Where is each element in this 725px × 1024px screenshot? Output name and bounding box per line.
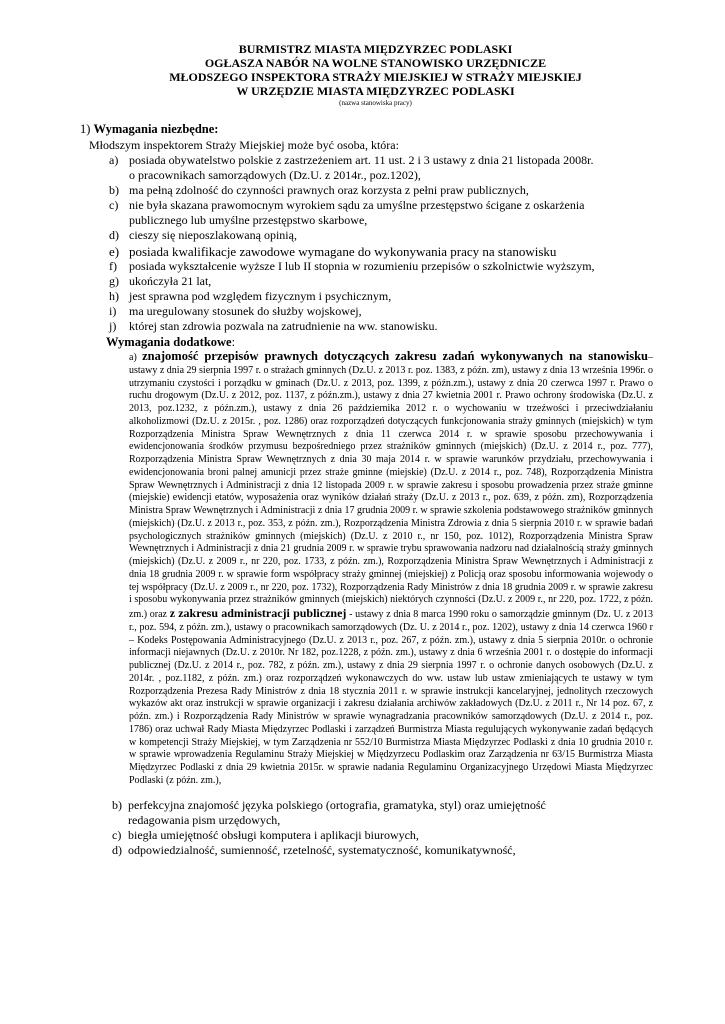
list-item-text: nie była skazana prawomocnym wyrokiem sądu za umyślne przestępstwo ścigane z oskarżenia	[129, 198, 585, 213]
list-item-text: biegła umiejętność obsługi komputera i aplikacji biurowych,	[128, 827, 419, 842]
list-item-text: publicznego lub umyślne przestępstwo skarbowe,	[129, 213, 368, 228]
section-1-title: Wymagania niezbędne:	[93, 122, 219, 136]
list-item-text: redagowania pism urzędowych,	[128, 812, 281, 827]
list-item: d) odpowiedzialność, sumienność, rzetelność, systematyczność, komunikatywność,	[112, 843, 665, 858]
header-line-2: OGŁASZA NABÓR NA WOLNE STANOWISKO URZĘDNICZE	[204, 56, 547, 70]
list-item: b) ma pełną zdolność do czynności prawnych oraz korzysta z pełni praw publicznych,	[109, 183, 665, 198]
header-line-3: MŁODSZEGO INSPEKTORA STRAŻY MIEJSKIEJ W STRAŻY MIEJSKIEJ	[169, 70, 582, 84]
section-1-heading	[80, 122, 665, 137]
item-a-body-1: – ustawy z dnia 29 sierpnia 1997 r. o strażach gminnych (Dz.U. z 2013 r. poz. 1383, z późn. zm), ustawy z dnia 13 września 1996r. o utrzymaniu czystości i porządku w gminach (Dz.U. z 2013, poz. 1399, z późn.zm.), ustawy z dnia 20 czerwca 1997 r. Prawo o ruchu drogowym (Dz.U. z 2012, poz. 1137, z późn.zm.), ustawy z dnia 27 kwietnia 2001 r. Prawo ochrony środowiska (Dz.U. z 2013, poz.1232, z późn.zm.), ustawy z dnia 26 października 2012 r. o wychowaniu w trzeźwości i przeciwdziałaniu alkoholizmowi (Dz.U. z 2015r. , poz. 1286) oraz rozporządzeń dotyczących funkcjonowania straży gminnych (miejskich) w tym Rozporządzenia Ministra Spraw Wewnętrznych z dnia 11 czerwca 2014 r. w sprawie sposobu przechowywania i ewidencjonowania środków przymusu bezpośredniego przez strażników gminnych (miejskich) (Dz.U. z 2014 r., poz. 777), Rozporządzenia Ministra Spraw Wewnętrznych z dnia 30 maja 2014 r. w sprawie warunków przydziału, przechowywania i ewidencjonowania broni palnej amunicji przez straże gminne (miejskie) (Dz.U. z 2014 r., poz. 748), Rozporządzenia Ministra Spraw Wewnętrznych i Administracji z dnia 12 listopada 2009 r. w sprawie zakresu i sposobu prowadzenia przez straże gminne (miejskie) ewidencji etatów, wyposażenia oraz wyników działań straży (Dz.U. z 2013 r., poz. 639, z późn. zm), Rozporządzenia Ministra Spraw Wewnętrznych i Administracji z dnia 17 grudnia 2009 r. w sprawie szkolenia podstawowego strażników gminnych (miejskich) (Dz.U. z 2013 r., poz. 353, z późn. zm.), Rozporządzenia Ministra Zdrowia z dnia 5 sierpnia 2010 r. w sprawie badań psychologicznych strażników gminnych (miejskich) (Dz.U. z 2010 r., nr 150, poz. 1012), Rozporządzenia Ministra Spraw Wewnętrznych i Administracji z dnia 21 grudnia 2009 r. w sprawie trybu sprawowania nadzoru nad działalnością straży gminnych (miejskich) (Dz.U. z 2009 r., nr 220, poz. 1733, z późn. zm.), Rozporządzenia Ministra Spraw Wewnętrznych i Administracji z dnia 18 grudnia 2009 r. w sprawie form współpracy straży gminnej (miejskiej) z Policją oraz sposobu informowania wojewody o tej współpracy (Dz.U. z 2009 r., nr 220, poz. 1732), Rozporządzenia Rady Ministrów z dnia 18 grudnia 2009 r. w sprawie zakresu i sposobu wykonywania przez strażników gminnych (miejskich) niektórych czynności (Dz.U. z 2009 r., nr 220, poz. 1722, z późn. zm.) oraz	[129, 352, 653, 621]
list-item: a) posiada obywatelstwo polskie z zastrzeżeniem art. 11 ust. 2 i 3 ustawy z dnia 21 listopada 2008r. o pracownikach samorządowych (Dz.U. z 2014r., poz.1202),	[109, 153, 665, 183]
list-item: c) biegła umiejętność obsługi komputera i aplikacji biurowych,	[112, 828, 665, 843]
list-item-text: ma pełną zdolność do czynności prawnych oraz korzysta z pełni praw publicznych,	[129, 183, 529, 198]
item-a-admin-heading: z zakresu administracji publicznej	[169, 606, 347, 621]
list-item: g) ukończyła 21 lat,	[109, 274, 665, 289]
list-item: e) posiada kwalifikacje zawodowe wymagane do wykonywania pracy na stanowisku	[109, 244, 665, 259]
section-1-intro: Młodszym inspektorem Straży Miejskiej może być osoba, która:	[89, 138, 399, 152]
list-item: h) jest sprawna pod względem fizycznym i psychicznym,	[109, 289, 665, 304]
list-item-text: której stan zdrowia pozwala na zatrudnienie na ww. stanowisku.	[129, 319, 438, 334]
list-item: d) cieszy się nieposzlakowaną opinią,	[109, 228, 665, 243]
section-2-title: Wymagania dodatkowe	[106, 335, 232, 350]
item-a-lead: znajomość przepisów prawnych dotyczących zakresu zadań wykonywanych na stanowisku	[142, 349, 648, 364]
header-line-1: BURMISTRZ MIASTA MIĘDZYRZEC PODLASKI	[238, 42, 513, 56]
section-2-heading	[106, 335, 665, 350]
list-item-text: ukończyła 21 lat,	[129, 273, 212, 288]
list-item-text: ma uregulowany stosunek do służby wojskowej,	[129, 303, 362, 318]
required-list	[109, 153, 665, 334]
list-item: f) posiada wykształcenie wyższe I lub II stopnia w rozumieniu przepisów o szkolnictwie wyższym,	[109, 259, 665, 274]
list-item-text: posiada wykształcenie wyższe I lub II stopnia w rozumieniu przepisów o szkolnictwie wyższym,	[129, 258, 595, 273]
additional-list	[112, 798, 665, 858]
additional-item-a	[129, 350, 653, 788]
list-item-text: posiada kwalifikacje zawodowe wymagane do wykonywania pracy na stanowisku	[129, 243, 557, 259]
item-a-body-2: - ustawy z dnia 8 marca 1990 roku o samorządzie gminnym (Dz. U. z 2013 r., poz. 594, z późn. zm.), ustawy o pracownikach samorządowych (Dz. U. z 2014 r., poz. 1202), ustawy z dnia 14 czerwca 1960 r – Kodeks Postępowania Administracyjnego (Dz.U. z 2013 r., poz. 267, z późn. zm.), ustawy z dnia 5 sierpnia 2010r. o ochronie informacji niejawnych (Dz.U. z 2010r. Nr 182, poz.1228, z późn. zm.), ustawy z dnia 6 września 2001 r. o dostępie do informacji publicznej (Dz.U. z 2014 r., poz. 782, z późn. zm.), ustawy z dnia 29 sierpnia 1997 r. o ochronie danych osobowych (Dz.U. z 2014r. , poz.1182, z późn. zm.) oraz rozporządzeń wykonawczych do ww. ustaw lub ustaw zmieniających te ustawy w tym Rozporządzenia Prezesa Rady Ministrów z dnia 18 stycznia 2011 r. w sprawie instrukcji kancelaryjnej, jednolitych rzeczowych wykazów akt oraz instrukcji w sprawie organizacji i zakresu działania archiwów zakładowych (Dz.U. z 2011 r., Nr 14 poz. 67, z późn. zm.) i Rozporządzenia Rady Ministrów w sprawie wynagradzania pracowników samorządowych (Dz.U. z 2014 r., poz. 1786) oraz uchwał Rady Miasta Międzyrzec Podlaski i zarządzeń Burmistrza Miasta regulujących wykonywanie zadań będących w kompetencji Straży Miejskiej, w tym Zarządzenia nr 552/10 Burmistrza Miasta Międzyrzec Podlaski z dnia 10 grudnia 2010 r. w sprawie wprowadzenia Regulaminu Straży Miejskiej w Międzyrzecu Podlaskim oraz Zarządzenia nr 63/15 Burmistrza Miasta Międzyrzec Podlaski z dnia 29 kwietnia 2015r. w sprawie nadania Regulaminu Organizacyjnego Urzędowi Miasta Międzyrzec Podlaski (z późn. zm.),	[129, 609, 654, 786]
section-1-number: 1)	[80, 122, 91, 136]
list-item: i) ma uregulowany stosunek do służby wojskowej,	[109, 304, 665, 319]
list-item-text: perfekcyjna znajomość języka polskiego (ortografia, gramatyka, styl) oraz umiejętność	[128, 797, 546, 812]
list-item-text: o pracownikach samorządowych (Dz.U. z 2014r., poz.1202),	[129, 168, 421, 183]
item-a-letter: a)	[129, 352, 137, 364]
list-item-text: cieszy się nieposzlakowaną opinią,	[129, 228, 297, 243]
list-item-text: odpowiedzialność, sumienność, rzetelność, systematyczność, komunikatywność,	[128, 842, 516, 857]
header-line-4: W URZĘDZIE MIASTA MIĘDZYRZEC PODLASKI	[236, 84, 515, 98]
position-name-note: (nazwa stanowiska pracy)	[339, 99, 412, 107]
list-item: j) której stan zdrowia pozwala na zatrudnienie na ww. stanowisku.	[109, 319, 665, 334]
list-item: c) nie była skazana prawomocnym wyrokiem sądu za umyślne przestępstwo ścigane z oskarżenia publicznego lub umyślne przestępstwo skarbowe,	[109, 198, 665, 228]
list-item-text: posiada obywatelstwo polskie z zastrzeżeniem art. 11 ust. 2 i 3 ustawy z dnia 21 listopada 2008r.	[129, 153, 594, 167]
list-item-text: jest sprawna pod względem fizycznym i psychicznym,	[129, 288, 392, 303]
announcement-header	[86, 42, 665, 98]
section-2-colon: :	[231, 335, 236, 350]
list-item: b) perfekcyjna znajomość języka polskiego (ortografia, gramatyka, styl) oraz umiejętność redagowania pism urzędowych,	[112, 798, 665, 828]
